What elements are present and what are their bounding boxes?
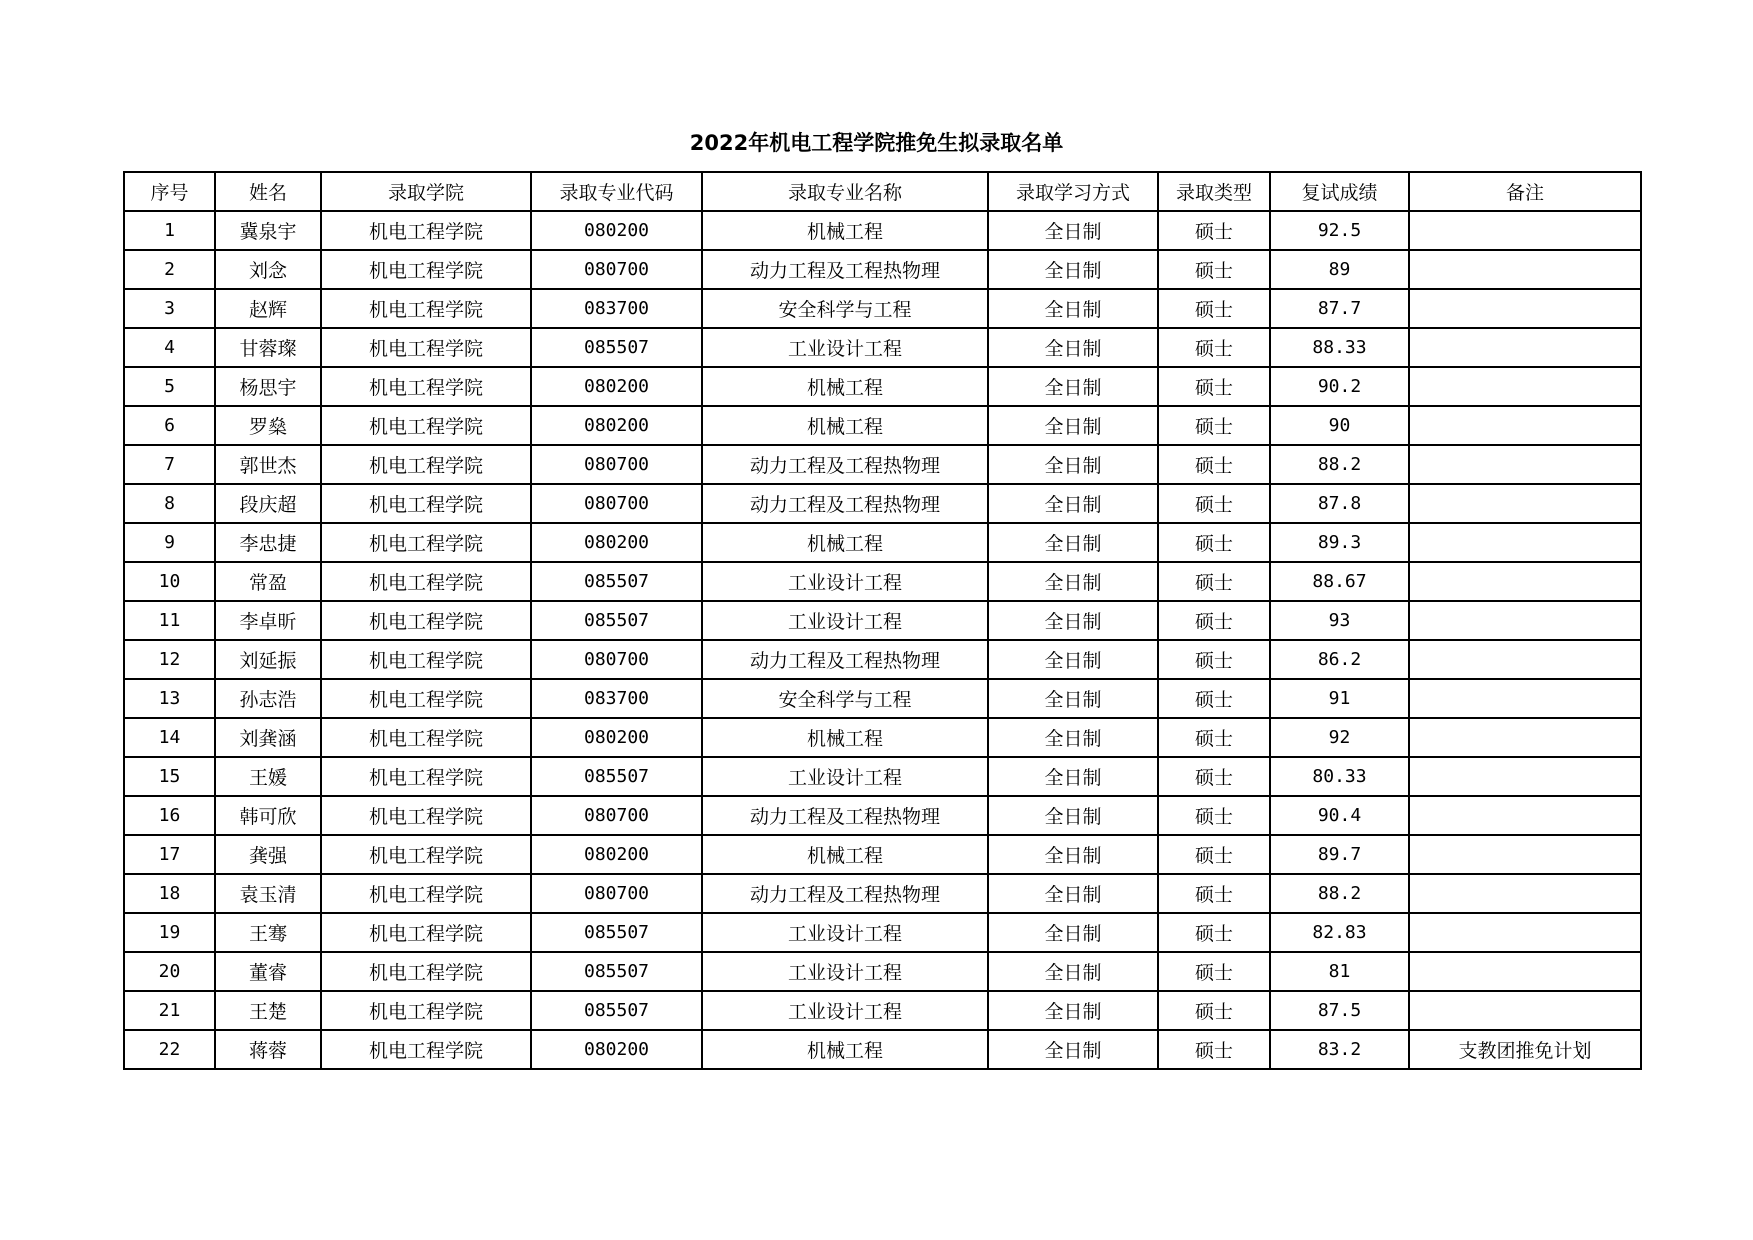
table-row [124, 796, 1641, 835]
cell-index: 3 [124, 289, 215, 328]
table-row [124, 991, 1641, 1030]
cell-score: 88.2 [1270, 445, 1409, 484]
cell-college: 机电工程学院 [321, 445, 531, 484]
cell-name: 韩可欣 [215, 796, 321, 835]
cell-college: 机电工程学院 [321, 1030, 531, 1069]
cell-index: 19 [124, 913, 215, 952]
cell-degree-type: 硕士 [1158, 211, 1270, 250]
cell-study-mode: 全日制 [988, 484, 1158, 523]
cell-degree-type: 硕士 [1158, 406, 1270, 445]
cell-score: 80.33 [1270, 757, 1409, 796]
cell-score: 93 [1270, 601, 1409, 640]
cell-major-code: 080200 [531, 211, 702, 250]
cell-name: 郭世杰 [215, 445, 321, 484]
cell-major-code: 085507 [531, 991, 702, 1030]
cell-study-mode: 全日制 [988, 718, 1158, 757]
cell-degree-type: 硕士 [1158, 640, 1270, 679]
header-college: 录取学院 [321, 172, 531, 211]
table-row [124, 679, 1641, 718]
cell-major-name: 机械工程 [702, 523, 988, 562]
cell-degree-type: 硕士 [1158, 952, 1270, 991]
cell-index: 15 [124, 757, 215, 796]
cell-index: 20 [124, 952, 215, 991]
cell-major-code: 080200 [531, 406, 702, 445]
cell-college: 机电工程学院 [321, 289, 531, 328]
cell-index: 1 [124, 211, 215, 250]
cell-degree-type: 硕士 [1158, 913, 1270, 952]
cell-degree-type: 硕士 [1158, 991, 1270, 1030]
cell-index: 14 [124, 718, 215, 757]
table-row [124, 913, 1641, 952]
cell-name: 袁玉清 [215, 874, 321, 913]
cell-remarks [1409, 289, 1641, 328]
cell-score: 81 [1270, 952, 1409, 991]
cell-major-name: 工业设计工程 [702, 562, 988, 601]
cell-score: 88.2 [1270, 874, 1409, 913]
table-row [124, 406, 1641, 445]
cell-remarks [1409, 211, 1641, 250]
admission-table [123, 171, 1642, 1070]
cell-study-mode: 全日制 [988, 601, 1158, 640]
cell-major-name: 工业设计工程 [702, 601, 988, 640]
cell-study-mode: 全日制 [988, 211, 1158, 250]
cell-college: 机电工程学院 [321, 991, 531, 1030]
cell-college: 机电工程学院 [321, 640, 531, 679]
cell-score: 92.5 [1270, 211, 1409, 250]
cell-name: 蒋蓉 [215, 1030, 321, 1069]
cell-remarks [1409, 523, 1641, 562]
cell-remarks [1409, 562, 1641, 601]
cell-major-code: 085507 [531, 952, 702, 991]
table-row [124, 523, 1641, 562]
cell-major-name: 动力工程及工程热物理 [702, 445, 988, 484]
cell-major-code: 080700 [531, 874, 702, 913]
cell-study-mode: 全日制 [988, 250, 1158, 289]
cell-index: 10 [124, 562, 215, 601]
cell-college: 机电工程学院 [321, 757, 531, 796]
cell-name: 董睿 [215, 952, 321, 991]
cell-name: 龚强 [215, 835, 321, 874]
cell-study-mode: 全日制 [988, 328, 1158, 367]
table-row [124, 289, 1641, 328]
cell-remarks [1409, 250, 1641, 289]
cell-major-name: 安全科学与工程 [702, 289, 988, 328]
cell-college: 机电工程学院 [321, 250, 531, 289]
cell-name: 王楚 [215, 991, 321, 1030]
cell-college: 机电工程学院 [321, 523, 531, 562]
cell-study-mode: 全日制 [988, 406, 1158, 445]
cell-degree-type: 硕士 [1158, 523, 1270, 562]
cell-name: 王媛 [215, 757, 321, 796]
cell-major-code: 080700 [531, 250, 702, 289]
cell-major-code: 080200 [531, 718, 702, 757]
cell-study-mode: 全日制 [988, 445, 1158, 484]
cell-major-code: 080700 [531, 796, 702, 835]
cell-index: 21 [124, 991, 215, 1030]
header-name: 姓名 [215, 172, 321, 211]
cell-score: 83.2 [1270, 1030, 1409, 1069]
cell-major-name: 动力工程及工程热物理 [702, 796, 988, 835]
cell-remarks: 支教团推免计划 [1409, 1030, 1641, 1069]
cell-score: 88.67 [1270, 562, 1409, 601]
cell-college: 机电工程学院 [321, 835, 531, 874]
cell-degree-type: 硕士 [1158, 250, 1270, 289]
cell-score: 82.83 [1270, 913, 1409, 952]
table-row [124, 1030, 1641, 1069]
table-row [124, 601, 1641, 640]
cell-major-name: 机械工程 [702, 835, 988, 874]
cell-study-mode: 全日制 [988, 874, 1158, 913]
cell-index: 17 [124, 835, 215, 874]
cell-index: 9 [124, 523, 215, 562]
cell-remarks [1409, 835, 1641, 874]
cell-name: 常盈 [215, 562, 321, 601]
cell-name: 孙志浩 [215, 679, 321, 718]
cell-college: 机电工程学院 [321, 796, 531, 835]
cell-college: 机电工程学院 [321, 874, 531, 913]
cell-major-name: 工业设计工程 [702, 913, 988, 952]
cell-major-name: 安全科学与工程 [702, 679, 988, 718]
cell-major-name: 机械工程 [702, 406, 988, 445]
cell-major-code: 080200 [531, 367, 702, 406]
header-remarks: 备注 [1409, 172, 1641, 211]
cell-major-code: 083700 [531, 679, 702, 718]
cell-major-code: 085507 [531, 601, 702, 640]
cell-index: 16 [124, 796, 215, 835]
table-row [124, 835, 1641, 874]
cell-score: 89.7 [1270, 835, 1409, 874]
table-row [124, 367, 1641, 406]
cell-degree-type: 硕士 [1158, 757, 1270, 796]
cell-major-code: 080700 [531, 484, 702, 523]
cell-major-name: 动力工程及工程热物理 [702, 250, 988, 289]
cell-major-name: 动力工程及工程热物理 [702, 484, 988, 523]
cell-score: 91 [1270, 679, 1409, 718]
cell-name: 刘龚涵 [215, 718, 321, 757]
header-major-name: 录取专业名称 [702, 172, 988, 211]
table-row [124, 445, 1641, 484]
header-score: 复试成绩 [1270, 172, 1409, 211]
table-row [124, 250, 1641, 289]
header-degree-type: 录取类型 [1158, 172, 1270, 211]
cell-college: 机电工程学院 [321, 601, 531, 640]
cell-degree-type: 硕士 [1158, 289, 1270, 328]
cell-college: 机电工程学院 [321, 562, 531, 601]
cell-major-name: 工业设计工程 [702, 991, 988, 1030]
cell-college: 机电工程学院 [321, 367, 531, 406]
cell-index: 18 [124, 874, 215, 913]
header-index: 序号 [124, 172, 215, 211]
cell-index: 8 [124, 484, 215, 523]
cell-score: 88.33 [1270, 328, 1409, 367]
cell-major-code: 085507 [531, 328, 702, 367]
cell-major-code: 080700 [531, 640, 702, 679]
cell-index: 6 [124, 406, 215, 445]
cell-name: 刘念 [215, 250, 321, 289]
cell-major-code: 085507 [531, 562, 702, 601]
cell-degree-type: 硕士 [1158, 328, 1270, 367]
table-row [124, 874, 1641, 913]
cell-degree-type: 硕士 [1158, 874, 1270, 913]
cell-degree-type: 硕士 [1158, 718, 1270, 757]
cell-study-mode: 全日制 [988, 835, 1158, 874]
cell-index: 13 [124, 679, 215, 718]
cell-score: 89.3 [1270, 523, 1409, 562]
table-row [124, 640, 1641, 679]
cell-score: 90.4 [1270, 796, 1409, 835]
cell-remarks [1409, 874, 1641, 913]
header-row [124, 172, 1641, 211]
table-row [124, 562, 1641, 601]
cell-degree-type: 硕士 [1158, 367, 1270, 406]
cell-degree-type: 硕士 [1158, 562, 1270, 601]
cell-score: 86.2 [1270, 640, 1409, 679]
cell-remarks [1409, 991, 1641, 1030]
cell-index: 4 [124, 328, 215, 367]
cell-major-name: 机械工程 [702, 718, 988, 757]
cell-degree-type: 硕士 [1158, 796, 1270, 835]
table-row [124, 484, 1641, 523]
table-row [124, 718, 1641, 757]
table-row [124, 757, 1641, 796]
cell-name: 李忠捷 [215, 523, 321, 562]
cell-remarks [1409, 952, 1641, 991]
cell-study-mode: 全日制 [988, 913, 1158, 952]
cell-degree-type: 硕士 [1158, 601, 1270, 640]
table-row [124, 328, 1641, 367]
cell-major-code: 083700 [531, 289, 702, 328]
cell-index: 11 [124, 601, 215, 640]
cell-remarks [1409, 679, 1641, 718]
cell-remarks [1409, 757, 1641, 796]
cell-name: 段庆超 [215, 484, 321, 523]
table-row [124, 211, 1641, 250]
cell-study-mode: 全日制 [988, 991, 1158, 1030]
cell-score: 90 [1270, 406, 1409, 445]
cell-score: 87.7 [1270, 289, 1409, 328]
cell-study-mode: 全日制 [988, 796, 1158, 835]
cell-index: 5 [124, 367, 215, 406]
header-study-mode: 录取学习方式 [988, 172, 1158, 211]
cell-study-mode: 全日制 [988, 757, 1158, 796]
cell-major-name: 工业设计工程 [702, 952, 988, 991]
cell-name: 杨思宇 [215, 367, 321, 406]
cell-college: 机电工程学院 [321, 406, 531, 445]
cell-remarks [1409, 406, 1641, 445]
cell-score: 87.8 [1270, 484, 1409, 523]
page-title: 2022年机电工程学院推免生拟录取名单 [689, 131, 1064, 155]
cell-remarks [1409, 328, 1641, 367]
cell-remarks [1409, 796, 1641, 835]
cell-major-name: 动力工程及工程热物理 [702, 874, 988, 913]
cell-major-name: 机械工程 [702, 211, 988, 250]
cell-study-mode: 全日制 [988, 640, 1158, 679]
cell-college: 机电工程学院 [321, 952, 531, 991]
cell-major-name: 工业设计工程 [702, 328, 988, 367]
cell-major-name: 机械工程 [702, 367, 988, 406]
cell-index: 7 [124, 445, 215, 484]
cell-index: 22 [124, 1030, 215, 1069]
cell-score: 92 [1270, 718, 1409, 757]
cell-remarks [1409, 367, 1641, 406]
cell-study-mode: 全日制 [988, 952, 1158, 991]
cell-major-code: 085507 [531, 757, 702, 796]
cell-name: 罗燊 [215, 406, 321, 445]
cell-index: 12 [124, 640, 215, 679]
cell-study-mode: 全日制 [988, 289, 1158, 328]
cell-remarks [1409, 601, 1641, 640]
cell-study-mode: 全日制 [988, 367, 1158, 406]
cell-college: 机电工程学院 [321, 718, 531, 757]
cell-degree-type: 硕士 [1158, 484, 1270, 523]
cell-score: 87.5 [1270, 991, 1409, 1030]
cell-name: 王骞 [215, 913, 321, 952]
cell-remarks [1409, 913, 1641, 952]
cell-college: 机电工程学院 [321, 211, 531, 250]
cell-major-name: 动力工程及工程热物理 [702, 640, 988, 679]
cell-study-mode: 全日制 [988, 562, 1158, 601]
cell-score: 90.2 [1270, 367, 1409, 406]
cell-name: 李卓昕 [215, 601, 321, 640]
cell-degree-type: 硕士 [1158, 679, 1270, 718]
cell-major-code: 080200 [531, 1030, 702, 1069]
cell-degree-type: 硕士 [1158, 835, 1270, 874]
cell-major-code: 080200 [531, 523, 702, 562]
cell-college: 机电工程学院 [321, 679, 531, 718]
cell-major-code: 080700 [531, 445, 702, 484]
cell-major-name: 工业设计工程 [702, 757, 988, 796]
cell-remarks [1409, 640, 1641, 679]
cell-study-mode: 全日制 [988, 679, 1158, 718]
cell-score: 89 [1270, 250, 1409, 289]
cell-remarks [1409, 445, 1641, 484]
cell-major-name: 机械工程 [702, 1030, 988, 1069]
cell-name: 刘延振 [215, 640, 321, 679]
header-major-code: 录取专业代码 [531, 172, 702, 211]
cell-study-mode: 全日制 [988, 1030, 1158, 1069]
cell-degree-type: 硕士 [1158, 445, 1270, 484]
cell-index: 2 [124, 250, 215, 289]
cell-name: 冀泉宇 [215, 211, 321, 250]
cell-study-mode: 全日制 [988, 523, 1158, 562]
cell-remarks [1409, 718, 1641, 757]
cell-college: 机电工程学院 [321, 484, 531, 523]
cell-major-code: 085507 [531, 913, 702, 952]
cell-college: 机电工程学院 [321, 328, 531, 367]
cell-remarks [1409, 484, 1641, 523]
cell-name: 甘蓉璨 [215, 328, 321, 367]
cell-name: 赵辉 [215, 289, 321, 328]
cell-major-code: 080200 [531, 835, 702, 874]
cell-degree-type: 硕士 [1158, 1030, 1270, 1069]
table-row [124, 952, 1641, 991]
cell-college: 机电工程学院 [321, 913, 531, 952]
